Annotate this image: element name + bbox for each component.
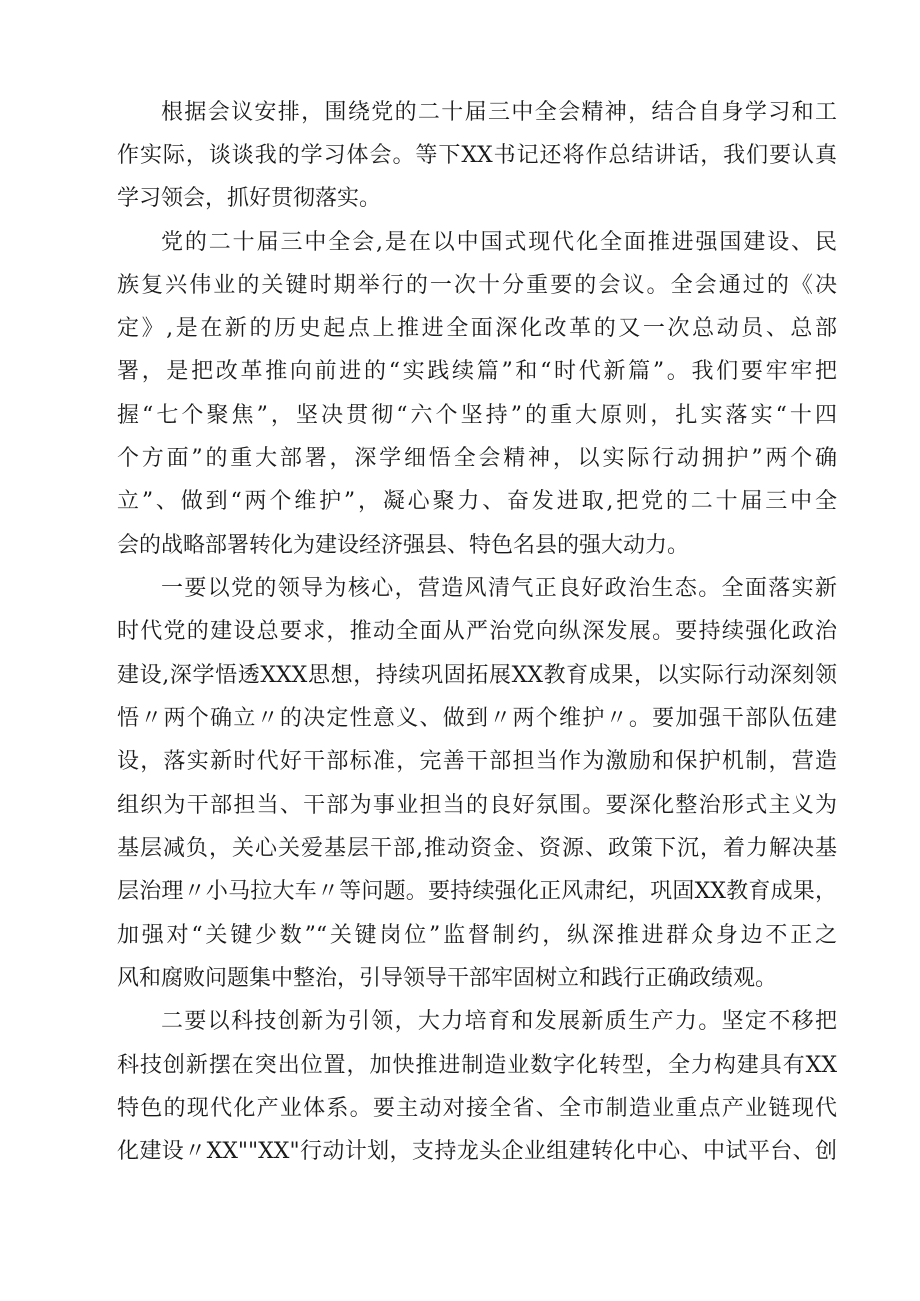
paragraph-4-line-4: 化建设〃XX""XX"行动计划，支持龙头企业组建转化中心、中试平台、创 [117,1139,837,1164]
paragraph-3-line-8: 层治理〃小马拉大车〃等问题。要持续强化正风肃纪，巩固XX教育成果， [117,879,837,904]
paragraph-4-line-1: 二要以科技创新为引领，大力培育和发展新质生产力。坚定不移把 [161,1009,837,1034]
paragraph-2-line-2: 族复兴伟业的关键时期举行的一次十分重要的会议。全会通过的《决 [117,273,837,298]
paragraph-2-line-5: 握“七个聚焦”，坚决贯彻“六个坚持”的重大原则，扎实落实“十四 [117,403,837,428]
paragraph-1-line-1: 根据会议安排，围绕党的二十届三中全会精神，结合自身学习和工 [161,100,837,125]
paragraph-3-line-7: 基层减负，关心关爱基层干部,推动资金、资源、政策下沉，着力解决基 [117,836,837,861]
paragraph-2-line-7: 立”、做到“两个维护”，凝心聚力、奋发进取,把党的二十届三中全 [117,489,837,514]
paragraph-4-line-2: 科技创新摆在突出位置，加快推进制造业数字化转型，全力构建具有XX [117,1053,837,1078]
paragraph-2-line-8: 会的战略部署转化为建设经济强县、特色名县的强大动力。 [117,533,690,558]
paragraph-2-line-1: 党的二十届三中全会,是在以中国式现代化全面推进强国建设、民 [161,230,837,255]
paragraph-2-line-4: 署，是把改革推向前进的“实践续篇”和“时代新篇”。我们要牢牢把 [117,359,837,384]
paragraph-3-line-10: 风和腐败问题集中整治，引导领导干部牢固树立和践行正确政绩观。 [117,966,778,991]
paragraph-3-line-6: 组织为干部担当、干部为事业担当的良好氛围。要深化整治形式主义为 [117,793,837,818]
paragraph-3-line-9: 加强对“关键少数”“关键岗位”监督制约，纵深推进群众身边不正之 [117,923,837,948]
paragraph-3-line-4: 悟〃两个确立〃的决定性意义、做到〃两个维护〃。要加强干部队伍建 [117,706,837,731]
paragraph-2-line-6: 个方面”的重大部署，深学细悟全会精神，以实际行动拥护”两个确 [117,446,837,471]
paragraph-3-line-5: 设，落实新时代好干部标准，完善干部担当作为激励和保护机制，营造 [117,749,837,774]
paragraph-1-line-3: 学习领会，抓好贯彻落实。 [117,186,382,211]
paragraph-3-line-1: 一要以党的领导为核心，营造风清气正良好政治生态。全面落实新 [161,576,837,601]
paragraph-3-line-3: 建设,深学悟透XXX思想，持续巩固拓展XX教育成果，以实际行动深刻领 [117,663,837,688]
paragraph-1-line-2: 作实际，谈谈我的学习体会。等下XX书记还将作总结讲话，我们要认真 [117,143,837,168]
paragraph-2-line-3: 定》,是在新的历史起点上推进全面深化改革的又一次总动员、总部 [117,316,837,341]
paragraph-3-line-2: 时代党的建设总要求，推动全面从严治党向纵深发展。要持续强化政治 [117,619,837,644]
paragraph-4-line-3: 特色的现代化产业体系。要主动对接全省、全市制造业重点产业链现代 [117,1096,837,1121]
